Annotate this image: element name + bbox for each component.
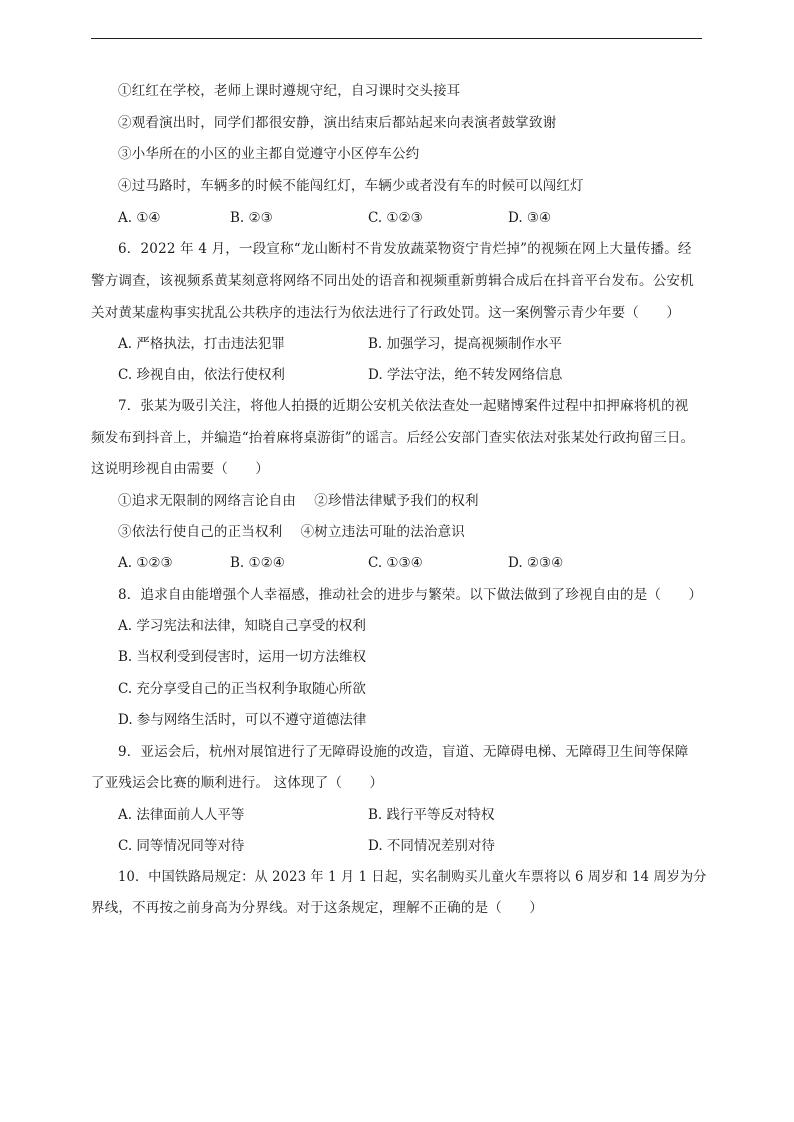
q7-statements-1: ①追求无限制的网络言论自由 ②珍惜法律赋予我们的权利 xyxy=(118,493,479,509)
q7-stem-line-3: 这说明珍视自由需要（ ） xyxy=(91,461,270,477)
q10-stem-line-2: 界线，不再按之前身高为分界线。对于这条规定，理解不正确的是（ ） xyxy=(91,900,544,916)
q5-statement-1: ①红红在学校，老师上课时遵规守纪，自习课时交头接耳 xyxy=(118,83,461,99)
q7-option-c: C. ①③④ xyxy=(368,555,423,571)
q9-option-c: C. 同等情况同等对待 xyxy=(118,838,245,854)
q7-option-d: D. ②③④ xyxy=(508,555,564,571)
q5-option-b: B. ②③ xyxy=(230,210,273,226)
q6-option-c: C. 珍视自由，依法行使权利 xyxy=(118,367,285,383)
q5-option-d: D. ③④ xyxy=(508,210,552,226)
q9-stem-line-1: 9．亚运会后，杭州对展馆进行了无障碍设施的改造，盲道、无障碍电梯、无障碍卫生间等保障 xyxy=(118,744,689,760)
header-rule xyxy=(91,38,702,39)
q8-option-c: C. 充分享受自己的正当权利争取随心所欲 xyxy=(118,681,366,697)
q5-statement-2: ②观看演出时，同学们都很安静，演出结束后都站起来向表演者鼓掌致谢 xyxy=(118,115,557,131)
q6-stem-line-3: 关对黄某虚构事实扰乱公共秩序的违法行为依法进行了行政处罚。这一案例警示青少年要（ ） xyxy=(91,305,681,321)
q9-option-b: B. 践行平等反对特权 xyxy=(368,807,495,823)
q6-option-d: D. 学法守法，绝不转发网络信息 xyxy=(368,367,563,383)
q5-option-a: A. ①④ xyxy=(118,210,161,226)
q6-stem-line-1: 6．2022 年 4 月，一段宣称“龙山断村不肯发放蔬菜物资宁肯烂掉”的视频在网上大量传播。经 xyxy=(118,241,692,257)
q8-option-b: B. 当权利受到侵害时，运用一切方法维权 xyxy=(118,649,367,665)
q6-option-a: A. 严格执法，打击违法犯罪 xyxy=(118,336,285,352)
q6-stem-line-2: 警方调查，该视频系黄某刻意将网络不同出处的语音和视频重新剪辑合成后在抖音平台发布。公安机 xyxy=(91,273,694,289)
q8-stem: 8．追求自由能增强个人幸福感，推动社会的进步与繁荣。以下做法做到了珍视自由的是（ ） xyxy=(118,587,703,603)
q9-stem-line-2: 了亚残运会比赛的顺利进行。 这体现了（ ） xyxy=(91,775,384,791)
q6-option-b: B. 加强学习，提高视频制作水平 xyxy=(368,336,563,352)
q10-stem-line-1: 10．中国铁路局规定：从 2023 年 1 月 1 日起，实名制购买儿童火车票将以 6 周岁和 14 周岁为分 xyxy=(118,869,707,885)
q5-option-c: C. ①②③ xyxy=(368,210,423,226)
q7-stem-line-1: 7．张某为吸引关注，将他人拍摄的近期公安机关依法查处一起赌博案件过程中扣押麻将机的视 xyxy=(118,398,689,414)
q9-option-a: A. 法律面前人人平等 xyxy=(118,807,245,823)
q8-option-a: A. 学习宪法和法律，知晓自己享受的权利 xyxy=(118,618,366,634)
q7-stem-line-2: 频发布到抖音上，并编造“抬着麻将桌游街”的谣言。后经公安部门查实依法对张某处行政拘留三日。 xyxy=(91,430,695,446)
q9-option-d: D. 不同情况差别对待 xyxy=(368,838,495,854)
q5-statement-4: ④过马路时，车辆多的时候不能闯红灯，车辆少或者没有车的时候可以闯红灯 xyxy=(118,178,584,194)
q7-option-a: A. ①②③ xyxy=(118,555,173,571)
q8-option-d: D. 参与网络生活时，可以不遵守道德法律 xyxy=(118,712,367,728)
q7-option-b: B. ①②④ xyxy=(230,555,285,571)
q5-statement-3: ③小华所在的小区的业主都自觉遵守小区停车公约 xyxy=(118,146,420,162)
q7-statements-2: ③依法行使自己的正当权利 ④树立违法可耻的法治意识 xyxy=(118,524,465,540)
